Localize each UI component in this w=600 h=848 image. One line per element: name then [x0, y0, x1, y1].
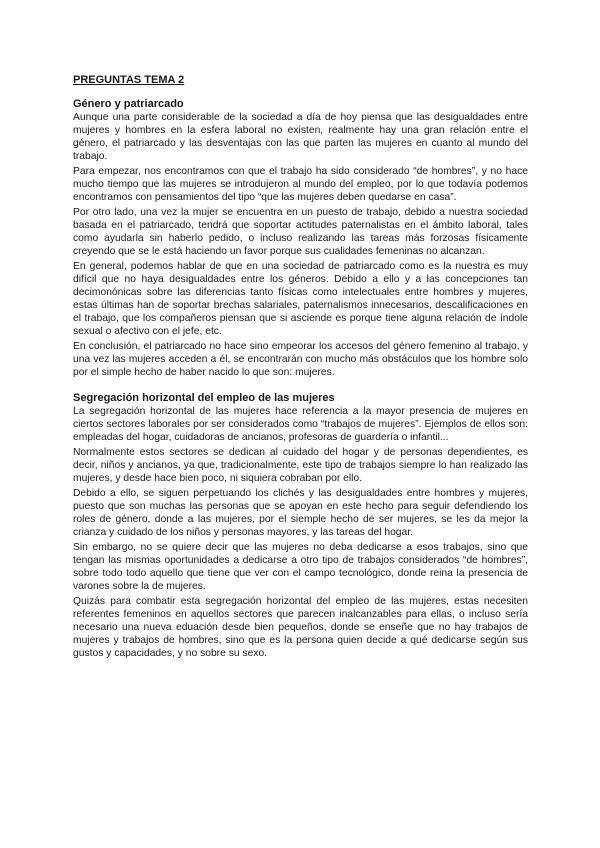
paragraph: Quizás para combatir esta segregación horizontal del empleo de las mujeres, estas necesiten referentes femeninos en aquellos sectores que parecen inalcanzables para ellas, o incluso sería necesario una nueva eduación desde bien pequeños, donde se enseñe que no hay trabajos de mujeres y trabajos de hombres, sino que es la persona quien decide a qué dedicarse según sus gustos y capacidades, y no sobre su sexo.	[73, 596, 528, 659]
section-heading: Segregación horizontal del empleo de las mujeres	[73, 392, 335, 404]
paragraph: La segregación horizontal de las mujeres hace referencia a la mayor presencia de mujeres en ciertos sectores laborales por ser considerados como “trabajos de mujeres”. Ejemplos de ellos son: empleadas del hogar, cuidadoras de ancianos, profesoras de guardería o infantil...	[73, 406, 528, 443]
section-segregacion-horizontal	[73, 391, 528, 660]
paragraph: Debido a ello, se siguen perpetuando los clichés y las desigualdades entre hombres y mujeres, puesto que son muchas las personas que se apoyan en este hecho para seguir defendiendo los roles de género, donde a las mujeres, por el siemple hecho de ser mujeres, se les da mejor la crianza y cuidado de los niños y personas mayores, y las tareas del hogar.	[73, 488, 528, 538]
section-genero-patriarcado	[73, 97, 528, 379]
paragraph: Normalmente estos sectores se dedican al cuidado del hogar y de personas dependientes, es decir, niños y ancianos, ya que, tradicionalmente, este tipo de trabajos siempre lo han realizado las mujeres, y desde hace bien poco, ni siquiera cobraban por ello.	[73, 447, 528, 484]
document-page	[73, 73, 528, 662]
paragraph: Sin embargo, no se quiere decir que las mujeres no deba dedicarse a esos trabajos, sino que tengan las mismas oportunidades a dedicarse a otro tipo de trabajos considerados “de hombres”, sobre todo todo aquello que tiene que ver con el campo tecnológico, donde reina la presencia de varones sobre la de mujeres.	[73, 542, 528, 592]
paragraph: Por otro lado, una vez la mujer se encuentra en un puesto de trabajo, debido a nuestra sociedad basada en el patriarcado, tendrá que soportar actitudes paternalistas en el ámbito laboral, tales como ayudarla sin haberlo pedido, o incluso realizando las tareas más forzosas físicamente creyendo que se le está haciendo un favor porque sus cualidades femeninas no alcanzan.	[73, 207, 528, 257]
section-heading: Género y patriarcado	[73, 98, 184, 110]
paragraph: Para empezar, nos encontramos con que el trabajo ha sido considerado “de hombres”, y no hace mucho tiempo que las mujeres se introdujeron al mundo del empleo, por lo que todavía podemos encontramos con pensamientos del tipo “que las mujeres deben quedarse en casa”.	[73, 166, 528, 203]
paragraph: En conclusión, el patriarcado no hace sino empeorar los accesos del género femenino al trabajo, y una vez las mujeres acceden a él, se encontrarán con mucho más obstáculos que los hombre solo por el simple hecho de haber nacido lo que son: mujeres.	[73, 341, 528, 378]
paragraph: En general, podemos hablar de que en una sociedad de patriarcado como es la nuestra es muy difícil que no haya desigualdades entre los géneros. Debido a ello y a las concepciones tan decimonónicas sobre las diferencias tanto físicas como intelectuales entre hombres y mujeres, estas últimas han de soportar brechas salariales, paternalismos innecesarios, descalificaciones en el trabajo, que los compañeros piensan que si asciende es porque tiene alguna relación de índole sexual o afectivo con el jefe, etc.	[73, 261, 528, 337]
paragraph: Aunque una parte considerable de la sociedad a día de hoy piensa que las desigualdades entre mujeres y hombres en la esfera laboral no existen, realmente hay una gran relación entre el género, el patriarcado y las desventajas con las que parten las mujeres en cuanto al mundo del trabajo.	[73, 112, 528, 162]
document-title: PREGUNTAS TEMA 2	[73, 74, 185, 86]
